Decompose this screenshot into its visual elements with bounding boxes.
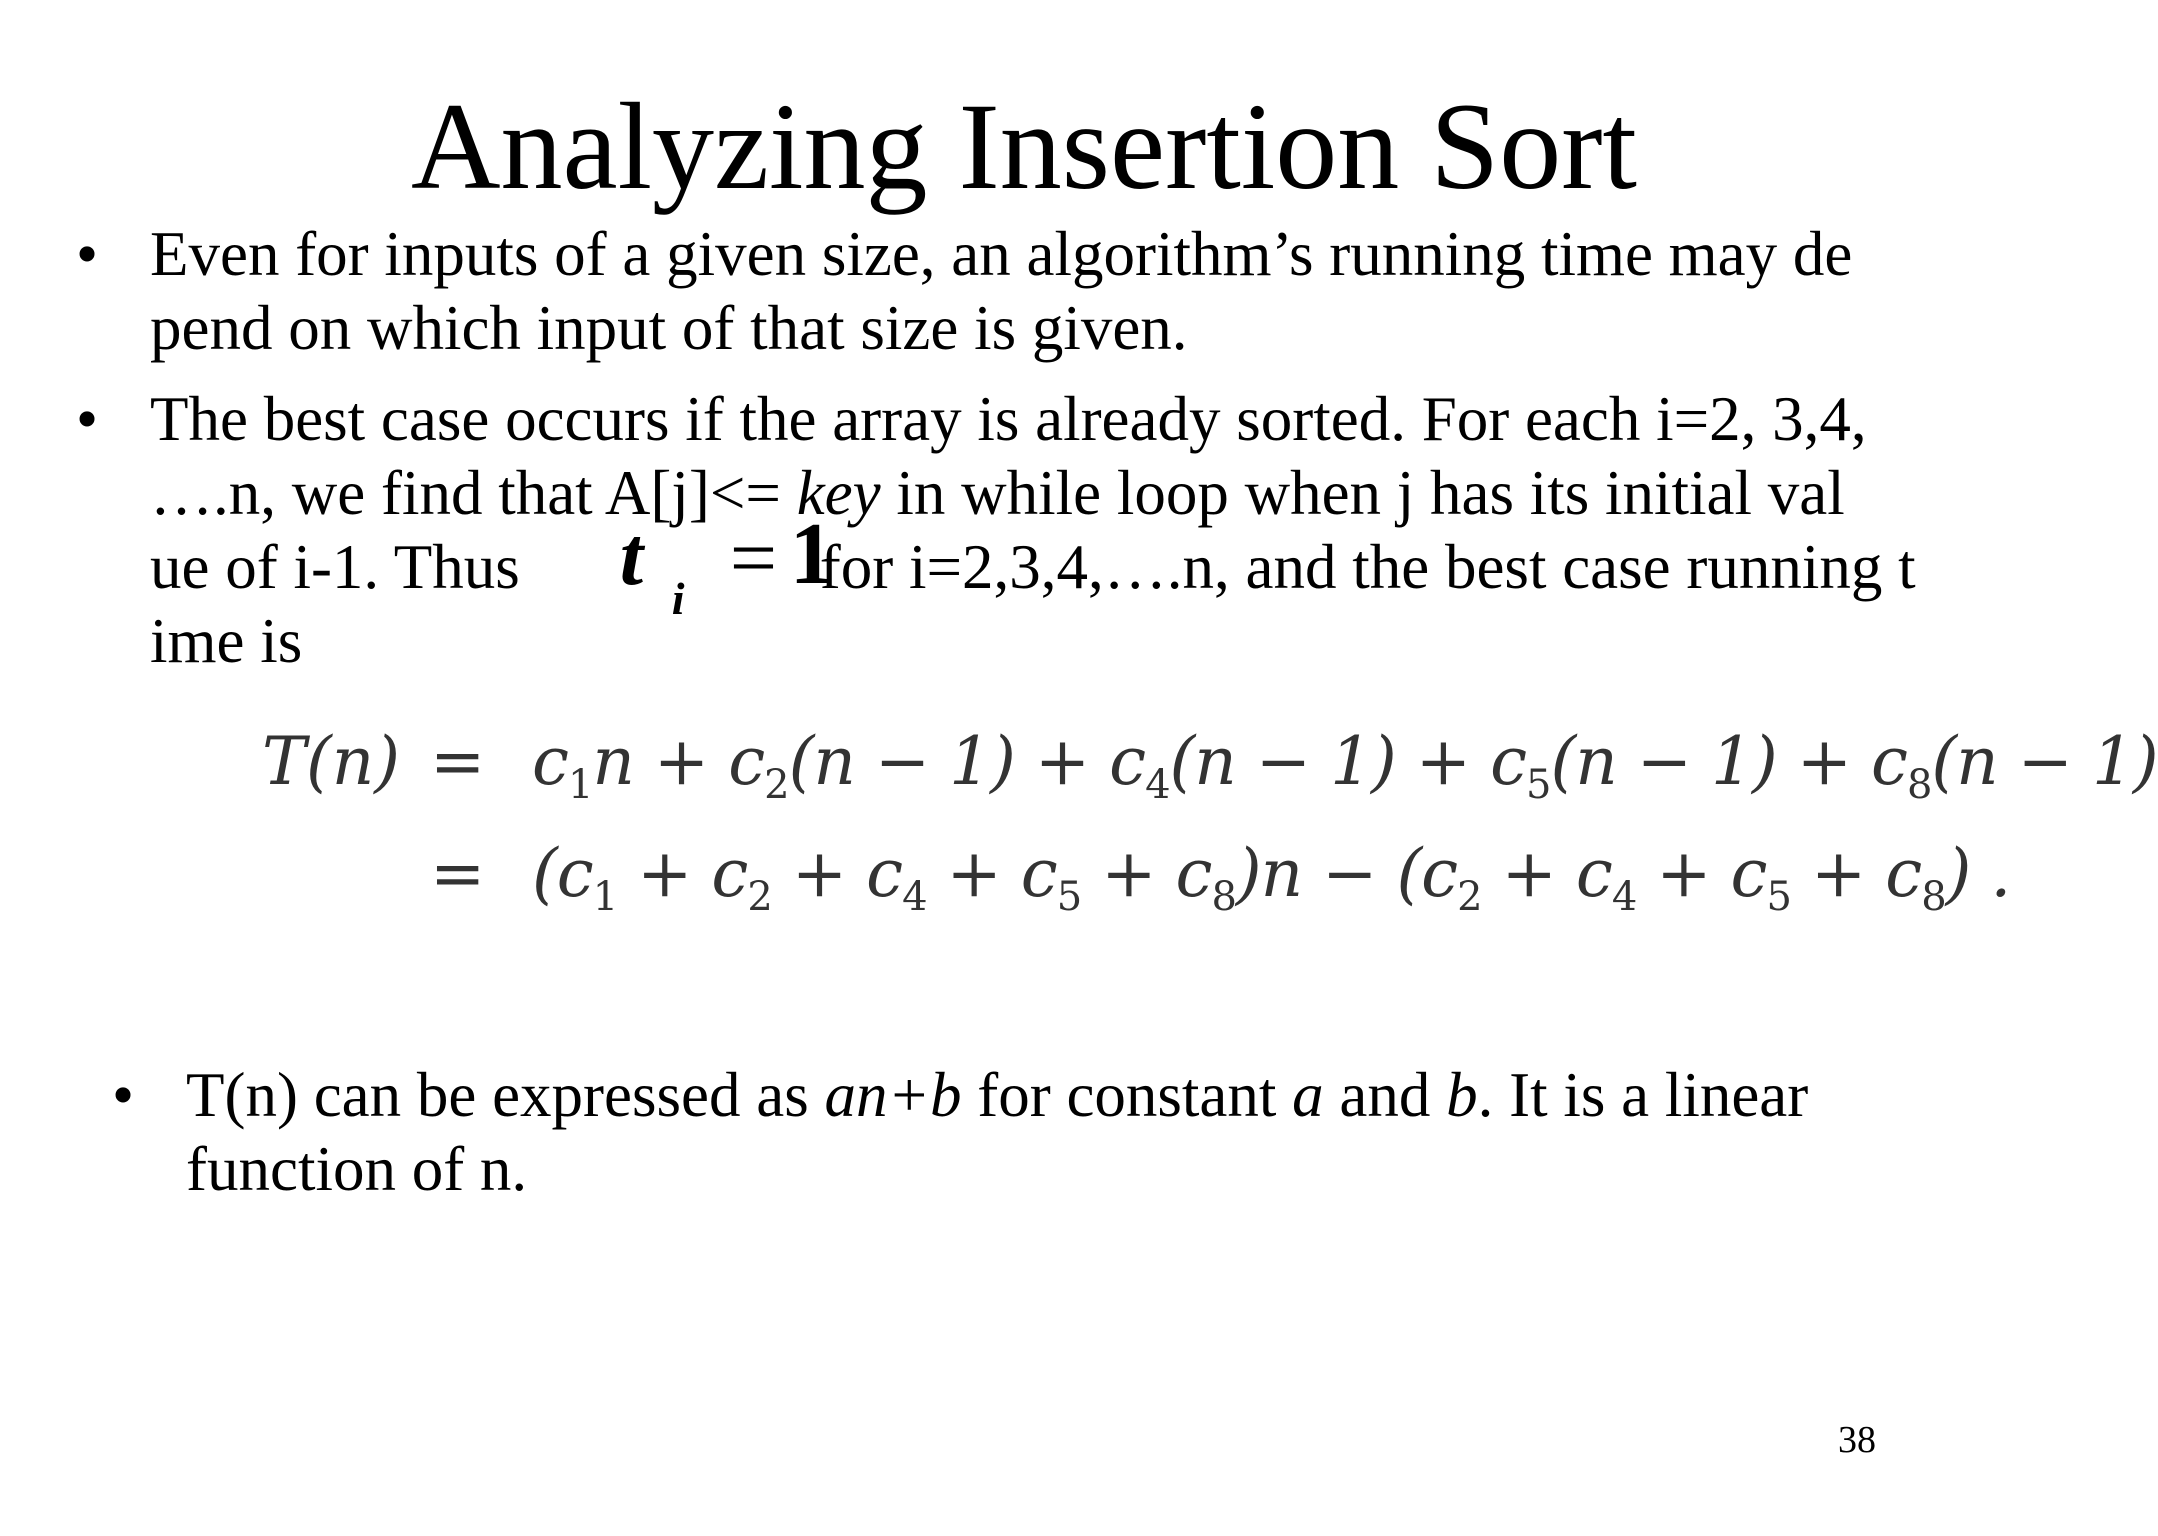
bullet-text-line: ime is [150,606,303,676]
bullet-text-line: The best case occurs if the array is already sorted. For each i=2, 3,4, [150,384,1867,454]
bullet-marker: • [76,219,99,289]
text-run: . It is a linear [1477,1060,1809,1130]
text-run: ….n, we find that A[j]<= [150,458,797,528]
variable-b: b [1446,1060,1478,1130]
bullet-marker: • [112,1060,135,1130]
bullet-text-line [150,506,1916,624]
variable-a: a [1292,1060,1324,1130]
equation-rhs: $(c_1 + c_2 + c_4 + c_5 + c_8)n - (c_2 + c_4 + c_5 + c_8)$ . [532,835,2011,921]
equation-lhs: T(n) [262,723,401,800]
bullet-text-line [186,1058,1808,1132]
text-run: for constant [961,1060,1293,1130]
formula-t: t [619,510,644,603]
formula-subscript: i [671,573,685,624]
key-term: key [796,458,881,528]
text-run: for i=2,3,4,….n, and the best case running t [819,532,1916,602]
text-run: and [1323,1060,1447,1130]
formula-equals: = [729,512,778,605]
bullet-marker: • [76,384,99,454]
bullet-text-line: Even for inputs of a given size, an algorithm’s running time may de [150,219,1853,289]
slide-title: Analyzing Insertion Sort [410,78,1637,215]
bullet-linear-function [112,1058,1809,1206]
text-run: in while loop when j has its initial val [880,458,1845,528]
bullet-text-line: pend on which input of that size is given. [150,293,1188,363]
expression-an-plus-b: an+b [824,1060,962,1130]
formula-one: 1 [789,506,834,603]
page-number: 38 [1838,1419,1876,1461]
bullet-best-case [76,382,1916,678]
text-run: T(n) can be expressed as [186,1060,825,1130]
equation-rhs: $c_1n + c_2(n - 1) + c_4(n - 1) + c_5(n - 1) + c_8(n - 1)$ [532,723,2158,809]
equation-equals: = [430,723,486,800]
bullet-text-line [150,456,1916,530]
bullet-running-time [76,217,1853,365]
equation-equals: = [430,835,486,912]
bullet-text-line: function of n. [186,1134,528,1204]
ti-equals-one-formula [520,506,834,624]
text-run: ue of i-1. Thus [150,532,520,602]
